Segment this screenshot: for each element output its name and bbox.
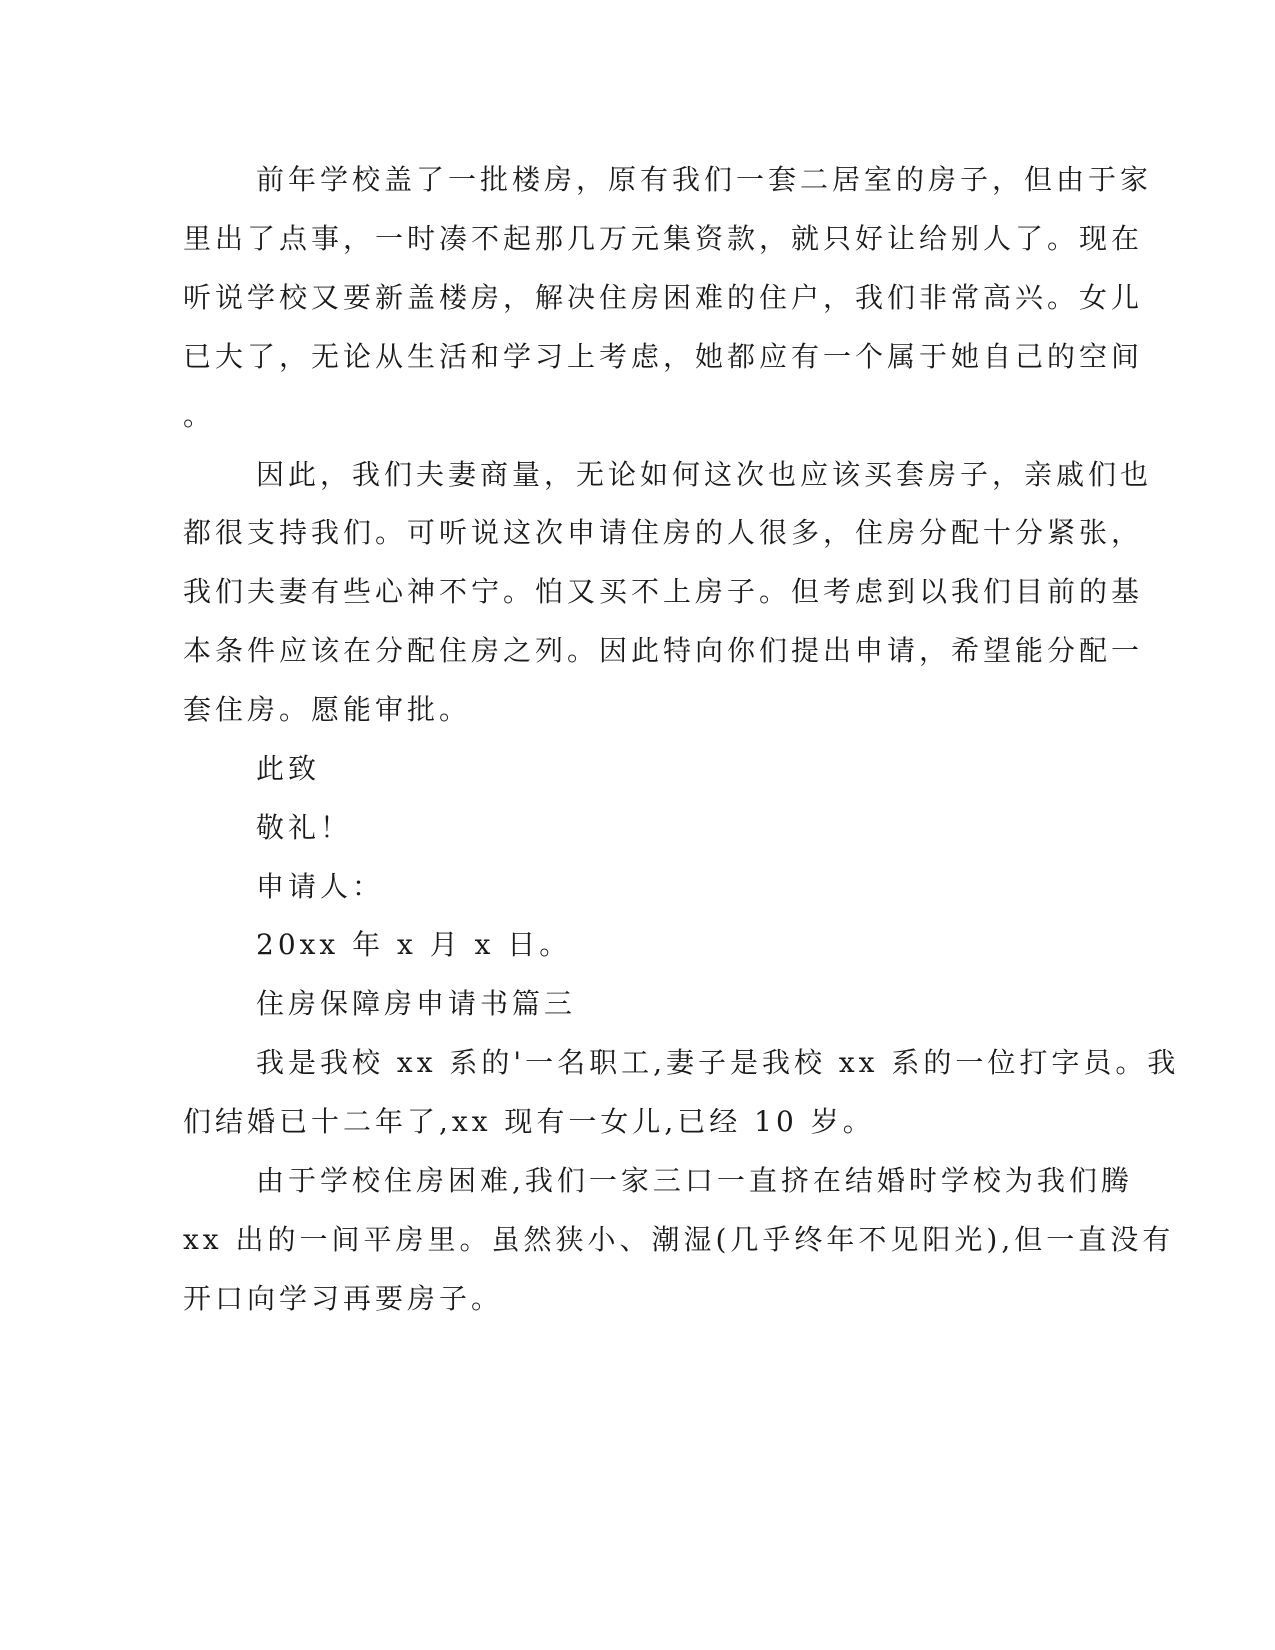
- paragraph-1-line-4: 已大了，无论从生活和学习上考虑，她都应有一个属于她自己的空间: [183, 340, 1144, 373]
- date-line: 20xx 年 x 月 x 日。: [256, 928, 572, 961]
- paragraph-4-line-3: 开口向学习再要房子。: [183, 1282, 504, 1315]
- paragraph-2-line-2: 都很支持我们。可听说这次申请住房的人很多，住房分配十分紧张，: [183, 516, 1144, 549]
- paragraph-2-line-4: 本条件应该在分配住房之列。因此特向你们提出申请，希望能分配一: [183, 634, 1144, 667]
- paragraph-3-line-2: 们结婚已十二年了,xx 现有一女儿,已经 10 岁。: [183, 1105, 875, 1138]
- paragraph-4-line-2: xx 出的一间平房里。虽然狭小、潮湿(几乎终年不见阳光),但一直没有: [183, 1223, 1175, 1256]
- paragraph-1-line-1: 前年学校盖了一批楼房，原有我们一套二居室的房子，但由于家: [256, 163, 1153, 196]
- paragraph-1-line-3: 听说学校又要新盖楼房，解决住房困难的住户，我们非常高兴。女儿: [183, 281, 1144, 314]
- closing-regards: 敬礼！: [256, 811, 353, 844]
- paragraph-2-line-1: 因此，我们夫妻商量，无论如何这次也应该买套房子，亲戚们也: [256, 458, 1153, 491]
- paragraph-2-line-5: 套住房。愿能审批。: [183, 693, 472, 726]
- applicant-label: 申请人：: [256, 870, 385, 903]
- paragraph-3-line-1: 我是我校 xx 系的'一名职工,妻子是我校 xx 系的一位打字员。我: [256, 1046, 1180, 1079]
- paragraph-1-line-5: 。: [183, 399, 216, 432]
- paragraph-2-line-3: 我们夫妻有些心神不宁。怕又买不上房子。但考虑到以我们目前的基: [183, 575, 1144, 608]
- closing-salutation: 此致: [256, 752, 321, 785]
- section-heading: 住房保障房申请书篇三: [256, 987, 577, 1020]
- paragraph-4-line-1: 由于学校住房困难,我们一家三口一直挤在结婚时学校为我们腾: [256, 1164, 1133, 1197]
- paragraph-1-line-2: 里出了点事，一时凑不起那几万元集资款，就只好让给别人了。现在: [183, 222, 1144, 255]
